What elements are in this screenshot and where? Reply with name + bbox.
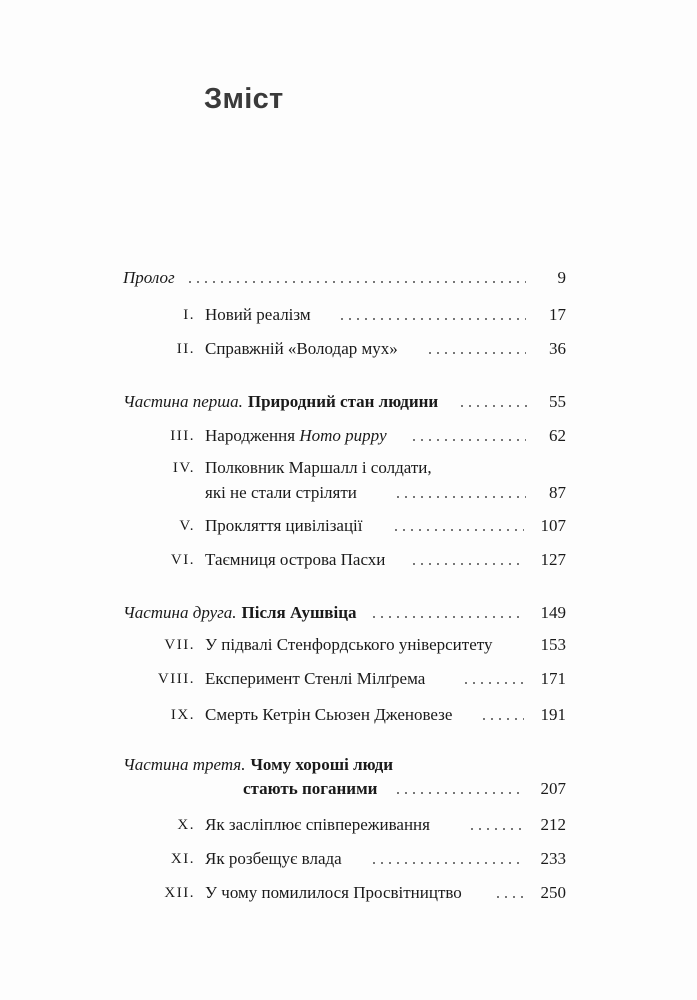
toc-entry-chapter-12[interactable] — [0, 881, 697, 905]
dot-leader — [494, 896, 524, 898]
toc-entry-part-3-cont — [0, 777, 697, 801]
page-title: Зміст — [204, 83, 284, 115]
entry-page: 153 — [540, 635, 566, 654]
entry-page: 127 — [540, 550, 566, 569]
entry-label: Прокляття цивілізації — [205, 516, 363, 535]
toc-entry-prolog[interactable] — [0, 266, 697, 290]
dot-leader — [186, 281, 526, 283]
entry-label-italic: Homo puppy — [299, 426, 387, 445]
entry-page: 62 — [549, 426, 566, 445]
dot-leader — [394, 496, 526, 498]
toc-entry-part-2[interactable] — [0, 601, 697, 625]
dot-leader — [370, 616, 524, 618]
part-prefix: Частина перша. — [123, 392, 243, 411]
dot-leader — [410, 439, 526, 441]
toc-entry-part-3[interactable] — [0, 753, 697, 777]
toc-entry-part-1[interactable] — [0, 390, 697, 414]
entry-label: Новий реалізм — [205, 305, 311, 324]
part-prefix: Частина третя. — [123, 755, 246, 774]
chapter-number: IX. — [170, 707, 195, 723]
entry-label: Після Аушвіца — [241, 603, 357, 622]
entry-label-line-2: стають поганими — [243, 779, 378, 798]
entry-label: Пролог — [123, 268, 175, 287]
entry-label: Природний стан людини — [247, 392, 439, 411]
dot-leader — [392, 529, 524, 531]
dot-leader — [480, 718, 524, 720]
chapter-number: I. — [183, 307, 195, 323]
entry-label: Справжній «Володар мух» — [205, 339, 398, 358]
chapter-number: III. — [170, 428, 195, 444]
chapter-number: XI. — [170, 851, 195, 867]
entry-page: 36 — [549, 339, 566, 358]
chapter-number: II. — [176, 341, 195, 357]
toc-entry-chapter-3[interactable] — [0, 424, 697, 448]
chapter-number: X. — [177, 817, 195, 833]
entry-page: 149 — [540, 603, 566, 622]
entry-label: Як засліплює співпереживання — [205, 815, 430, 834]
entry-label: Експеримент Стенлі Мілґрема — [205, 669, 426, 688]
entry-page: 191 — [540, 705, 566, 724]
entry-page: 87 — [549, 483, 566, 502]
entry-label: Народження — [205, 426, 300, 445]
entry-label-line-1: Полковник Маршалл і солдати, — [205, 458, 432, 477]
toc-entry-chapter-4-cont — [0, 481, 697, 505]
toc-entry-chapter-1[interactable] — [0, 303, 697, 327]
entry-label: Таємниця острова Пасхи — [205, 550, 386, 569]
entry-label: У підвалі Стенфордського університету — [205, 635, 493, 654]
dot-leader — [462, 682, 524, 684]
chapter-number: V. — [179, 518, 195, 534]
entry-label-line-2: які не стали стріляти — [205, 483, 357, 502]
dot-leader — [338, 318, 526, 320]
toc-entry-chapter-9[interactable] — [0, 703, 697, 727]
dot-leader — [468, 828, 524, 830]
entry-page: 233 — [540, 849, 566, 868]
chapter-number: IV. — [172, 460, 195, 476]
dot-leader — [394, 792, 524, 794]
entry-page: 17 — [549, 305, 566, 324]
chapter-number: VI. — [170, 552, 195, 568]
entry-page: 171 — [540, 669, 566, 688]
entry-page: 55 — [549, 392, 566, 411]
dot-leader — [426, 352, 526, 354]
toc-entry-chapter-11[interactable] — [0, 847, 697, 871]
entry-label-line-1: Чому хороші люди — [250, 755, 394, 774]
entry-page: 207 — [540, 779, 566, 798]
chapter-number: VIII. — [157, 671, 195, 687]
entry-label: Смерть Кетрін Сьюзен Дженовезе — [205, 705, 453, 724]
toc-entry-chapter-10[interactable] — [0, 813, 697, 837]
chapter-number: VII. — [164, 637, 195, 653]
toc-entry-chapter-8[interactable] — [0, 667, 697, 691]
toc-entry-chapter-5[interactable] — [0, 514, 697, 538]
chapter-number: XII. — [164, 885, 195, 901]
entry-page: 107 — [540, 516, 566, 535]
dot-leader — [458, 405, 528, 407]
dot-leader — [370, 862, 524, 864]
toc-entry-chapter-2[interactable] — [0, 337, 697, 361]
toc-entry-chapter-4[interactable] — [0, 456, 697, 480]
part-prefix: Частина друга. — [123, 603, 237, 622]
toc-entry-chapter-7[interactable] — [0, 633, 697, 657]
entry-label: У чому помилилося Просвітництво — [205, 883, 462, 902]
entry-label: Як розбещує влада — [205, 849, 342, 868]
entry-page: 212 — [540, 815, 566, 834]
entry-page: 250 — [540, 883, 566, 902]
dot-leader — [410, 563, 524, 565]
entry-page: 9 — [557, 268, 566, 287]
toc-entry-chapter-6[interactable] — [0, 548, 697, 572]
